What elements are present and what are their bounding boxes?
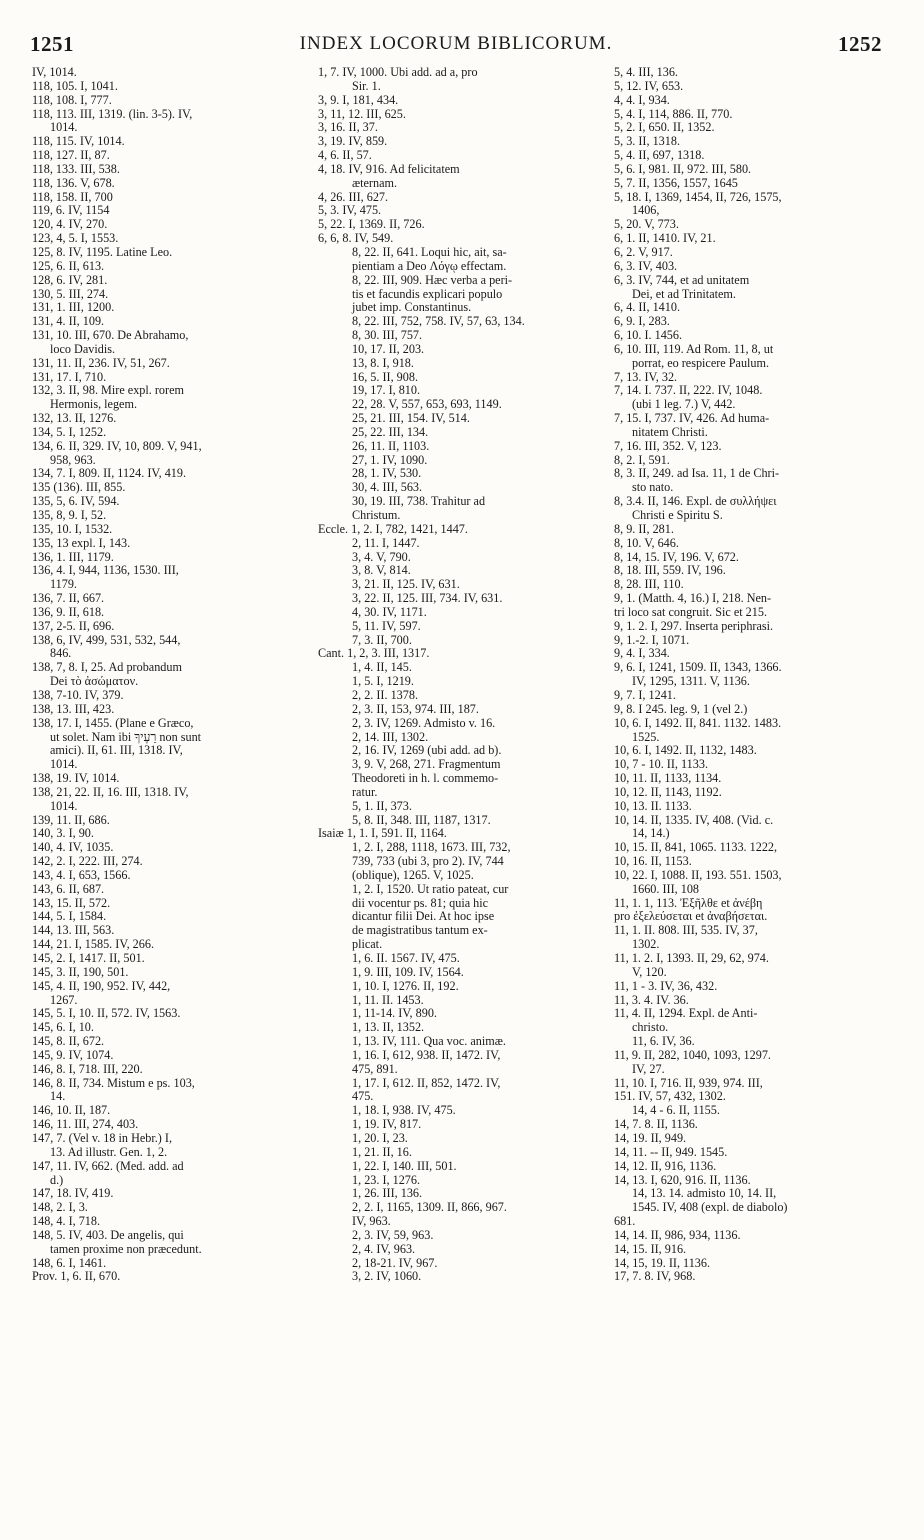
index-entry: 145, 6. I, 10. — [32, 1021, 94, 1035]
index-entry: 2, 3. IV, 1269. Admisto v. 16. — [352, 716, 496, 730]
index-entry: 14, 15, 19. II, 1136. — [614, 1256, 711, 1270]
index-entry: 8, 14, 15. IV, 196. V, 672. — [614, 550, 739, 564]
index-entry: 5, 2. I, 650. II, 1352. — [614, 121, 715, 135]
index-entry: 1525. — [632, 730, 660, 744]
index-entry: 1, 9. III, 109. IV, 1564. — [352, 965, 464, 979]
index-entry: 3, 22. II, 125. III, 734. IV, 631. — [352, 592, 503, 606]
index-entry: tamen proxime non præcedunt. — [50, 1242, 202, 1256]
index-entry: 8, 18. III, 559. IV, 196. — [614, 564, 726, 578]
index-entry: 5, 1. II, 373. — [352, 799, 412, 813]
index-entry: 1, 17. I, 612. II, 852, 1472. IV, — [352, 1076, 501, 1090]
index-entry: 118, 115. IV, 1014. — [32, 135, 125, 149]
index-entry: 5, 4. II, 697, 1318. — [614, 149, 705, 163]
index-entry: 146, 8. II, 734. Mistum e ps. 103, — [32, 1076, 195, 1090]
index-entry: 148, 4. I, 718. — [32, 1215, 101, 1229]
index-entry: 4, 18. IV, 916. Ad felicitatem — [318, 162, 460, 176]
index-entry: 5, 3. IV, 475. — [318, 204, 382, 218]
index-entry: 125, 6. II, 613. — [32, 259, 105, 273]
index-entry: 5, 11. IV, 597. — [352, 619, 421, 633]
index-entry: 10, 6. I, 1492. II, 841. 1132. 1483. — [614, 716, 782, 730]
index-entry: 3, 21. II, 125. IV, 631. — [352, 578, 460, 592]
index-entry: 145, 3. II, 190, 501. — [32, 965, 129, 979]
index-entry: 10, 6. I, 1492. II, 1132, 1483. — [614, 744, 757, 758]
index-entry: 1, 16. I, 612, 938. II, 1472. IV, — [352, 1048, 501, 1062]
index-entry: 148, 5. IV, 403. De angelis, qui — [32, 1228, 184, 1242]
index-entry: 11, 1. 1, 113. Ἐξῆλθε et ἀνέβη — [614, 896, 763, 910]
index-entry: 14, 13. 14. admisto 10, 14. II, — [632, 1187, 777, 1201]
index-entry: 134, 5. I, 1252. — [32, 425, 107, 439]
index-entry: 138, 19. IV, 1014. — [32, 772, 120, 786]
index-entry: dicantur filii Dei. At hoc ipse — [352, 910, 495, 924]
index-entry: 5, 18. I, 1369, 1454, II, 726, 1575, — [614, 190, 782, 204]
index-entry: 9, 6. I, 1241, 1509. II, 1343, 1366. — [614, 661, 782, 675]
index-entry: 130, 5. III, 274. — [32, 287, 109, 301]
index-entry: 6, 4. II, 1410. — [614, 301, 681, 315]
index-entry: 739, 733 (ubi 3, pro 2). IV, 744 — [352, 855, 504, 869]
index-entry: 1, 10. I, 1276. II, 192. — [352, 979, 459, 993]
index-entry: 10, 22. I, 1088. II, 193. 551. 1503, — [614, 868, 782, 882]
index-entry: 28, 1. IV, 530. — [352, 467, 422, 481]
index-entry: 2, 14. III, 1302. — [352, 730, 429, 744]
index-entry: 119, 6. IV, 1154 — [32, 204, 110, 218]
index-entry: 14, 12. II, 916, 1136. — [614, 1159, 717, 1173]
index-entry: 138, 21, 22. II, 16. III, 1318. IV, — [32, 785, 189, 799]
index-column-3 — [614, 66, 914, 1284]
index-entry: 8, 22. II, 641. Loqui hic, ait, sa- — [352, 245, 507, 259]
index-entry: 5, 4. III, 136. — [614, 66, 678, 79]
index-entry: 2, 2. II. 1378. — [352, 688, 419, 702]
index-entry: 8, 3.4. II, 146. Expl. de συλλήψει — [614, 495, 777, 509]
index-entry: 14, 14.) — [632, 827, 670, 841]
index-entry: 10, 11. II, 1133, 1134. — [614, 772, 722, 786]
index-entry: 3, 8. V, 814. — [352, 564, 411, 578]
index-entry: 2, 16. IV, 1269 (ubi add. ad b). — [352, 744, 502, 758]
index-entry: 138, 6, IV, 499, 531, 532, 544, — [32, 633, 181, 647]
index-entry: 11, 9. II, 282, 1040, 1093, 1297. — [614, 1048, 771, 1062]
index-entry: 1, 6. II. 1567. IV, 475. — [352, 952, 460, 965]
index-entry: 14, 4 - 6. II, 1155. — [632, 1104, 720, 1118]
index-entry: 132, 13. II, 1276. — [32, 412, 117, 426]
index-entry: 146, 8. I, 718. III, 220. — [32, 1062, 143, 1076]
index-entry: 135, 13 expl. I, 143. — [32, 536, 131, 550]
index-entry: 958, 963. — [50, 453, 96, 467]
index-entry: 1, 13. IV, 111. Qua voc. animæ. — [352, 1035, 506, 1049]
index-entry: 1014. — [50, 758, 78, 772]
index-entry: 22, 28. V, 557, 653, 693, 1149. — [352, 398, 502, 412]
index-entry: 9, 1.-2. I, 1071. — [614, 633, 690, 647]
index-entry: Isaiæ 1, 1. I, 591. II, 1164. — [318, 827, 447, 841]
index-entry: Hermonis, legem. — [50, 398, 137, 412]
index-entry: 1, 23. I, 1276. — [352, 1173, 421, 1187]
index-entry: (oblique), 1265. V, 1025. — [352, 868, 474, 882]
index-entry: 10, 14. II, 1335. IV, 408. (Vid. c. — [614, 813, 774, 827]
index-entry: 1302. — [632, 938, 660, 952]
index-entry: IV, 1295, 1311. V, 1136. — [632, 675, 750, 689]
index-entry: 5, 4. I, 114, 886. II, 770. — [614, 107, 733, 121]
index-entry: æternam. — [352, 176, 398, 190]
right-page-number: 1252 — [838, 32, 882, 56]
index-entry: dii vocentur ps. 81; quia hic — [352, 896, 489, 910]
index-entry: (ubi 1 leg. 7.) V, 442. — [632, 398, 736, 412]
index-entry: 147, 7. (Vel v. 18 in Hebr.) I, — [32, 1131, 173, 1145]
index-entry: 2, 18-21. IV, 967. — [352, 1256, 438, 1270]
index-entry: 8, 2. I, 591. — [614, 453, 670, 467]
index-entry: 3, 9. I, 181, 434. — [318, 93, 399, 107]
index-entry: pro ἐξελεύσεται et ἀναβήσεται. — [614, 910, 768, 924]
index-column-1 — [32, 66, 332, 1284]
index-entry: 135 (136). III, 855. — [32, 481, 126, 495]
index-entry: 10, 17. II, 203. — [352, 342, 425, 356]
index-entry: 145, 5. I, 10. II, 572. IV, 1563. — [32, 1007, 181, 1021]
index-entry: 138, 17. I, 1455. (Plane e Græco, — [32, 716, 194, 730]
index-entry: 148, 2. I, 3. — [32, 1201, 88, 1215]
index-entry: 136, 7. II, 667. — [32, 592, 105, 606]
index-entry: 3, 19. IV, 859. — [318, 135, 388, 149]
index-entry: 4, 6. II, 57. — [318, 149, 372, 163]
index-entry: 145, 2. I, 1417. II, 501. — [32, 952, 145, 965]
index-entry: 145, 9. IV, 1074. — [32, 1048, 114, 1062]
index-entry: 8, 28. III, 110. — [614, 578, 684, 592]
index-entry: 118, 158. II, 700 — [32, 190, 113, 204]
index-entry: 118, 136. V, 678. — [32, 176, 115, 190]
index-entry: 1014. — [50, 121, 78, 135]
index-entry: 1, 26. III, 136. — [352, 1187, 423, 1201]
index-entry: tri loco sat congruit. Sic et 215. — [614, 605, 767, 619]
index-entry: 5, 8. II, 348. III, 1187, 1317. — [352, 813, 491, 827]
index-entry: 5, 20. V, 773. — [614, 218, 679, 232]
index-entry: 2, 3. II, 153, 974. III, 187. — [352, 702, 479, 716]
index-entry: 136, 4. I, 944, 1136, 1530. III, — [32, 564, 179, 578]
index-entry: 6, 9. I, 283. — [614, 315, 670, 329]
index-entry: 11, 1. II. 808. III, 535. IV, 37, — [614, 924, 758, 938]
index-entry: 8, 9. II, 281. — [614, 522, 674, 536]
index-entry: 125, 8. IV, 1195. Latine Leo. — [32, 245, 173, 259]
index-entry: 1179. — [50, 578, 77, 592]
index-entry: 120, 4. IV, 270. — [32, 218, 108, 232]
index-entry: 144, 13. III, 563. — [32, 924, 115, 938]
index-entry: Theodoreti in h. l. commemo- — [352, 772, 499, 786]
index-entry: 27, 1. IV, 1090. — [352, 453, 428, 467]
index-entry: 144, 21. I, 1585. IV, 266. — [32, 938, 154, 952]
index-entry: 132, 3. II, 98. Mire expl. rorem — [32, 384, 184, 398]
index-entry: 11, 6. IV, 36. — [632, 1035, 695, 1049]
index-entry: ut solet. Nam ibi רֵעֶיךָ non sunt — [50, 730, 202, 744]
index-entry: pientiam a Deo Λόγῳ effectam. — [352, 259, 507, 273]
index-entry: 7, 15. I, 737. IV, 426. Ad huma- — [614, 412, 770, 426]
index-entry: 30, 4. III, 563. — [352, 481, 423, 495]
index-entry: sto nato. — [632, 481, 674, 495]
index-entry: 128, 6. IV, 281. — [32, 273, 108, 287]
index-entry: 14, 13. I, 620, 916. II, 1136. — [614, 1173, 751, 1187]
index-entry: 123, 4, 5. I, 1553. — [32, 232, 119, 246]
left-page-number: 1251 — [30, 32, 74, 56]
index-entry: 1267. — [50, 993, 78, 1007]
index-entry: nitatem Christi. — [632, 425, 708, 439]
index-entry: 139, 11. II, 686. — [32, 813, 110, 827]
index-entry: 2, 11. I, 1447. — [352, 536, 420, 550]
index-entry: 143, 6. II, 687. — [32, 882, 105, 896]
index-entry: 147, 18. IV, 419. — [32, 1187, 114, 1201]
index-entry: 1406, — [632, 204, 660, 218]
index-entry: 1, 2. I, 1520. Ut ratio pateat, cur — [352, 882, 509, 896]
index-entry: 14, 19. II, 949. — [614, 1131, 687, 1145]
index-entry: 7, 14. I. 737. II, 222. IV, 1048. — [614, 384, 763, 398]
index-entry: 14, 7. 8. II, 1136. — [614, 1118, 698, 1132]
index-entry: porrat, eo respicere Paulum. — [632, 356, 770, 370]
index-entry: 146, 11. III, 274, 403. — [32, 1118, 139, 1132]
index-entry: Sir. 1. — [352, 79, 381, 93]
index-entry: 11, 1 - 3. IV, 36, 432. — [614, 979, 718, 993]
index-entry: 1, 2. I, 288, 1118, 1673. III, 732, — [352, 841, 511, 855]
page-title: INDEX LOCORUM BIBLICORUM. — [299, 33, 613, 54]
index-entry: 7, 3. II, 700. — [352, 633, 412, 647]
index-entry: 5, 7. II, 1356, 1557, 1645 — [614, 176, 738, 190]
index-entry: 6, 1. II, 1410. IV, 21. — [614, 232, 716, 246]
index-entry: 5, 22. I, 1369. II, 726. — [318, 218, 425, 232]
index-entry: 143, 4. I, 653, 1566. — [32, 868, 131, 882]
index-entry: 9, 1. (Matth. 4, 16.) I, 218. Nen- — [614, 592, 772, 606]
index-entry: 3, 11, 12. III, 625. — [318, 107, 406, 121]
index-entry: 2, 3. IV, 59, 963. — [352, 1228, 434, 1242]
index-entry: 8, 30. III, 757. — [352, 329, 423, 343]
index-entry: jubet imp. Constantinus. — [352, 301, 472, 315]
index-entry: 131, 11. II, 236. IV, 51, 267. — [32, 356, 170, 370]
index-entry: 1, 19. IV, 817. — [352, 1118, 422, 1132]
index-entry: 142, 2. I, 222. III, 274. — [32, 855, 143, 869]
index-column-2 — [318, 66, 638, 1284]
index-entry: 118, 127. II, 87. — [32, 149, 110, 163]
index-entry: 1, 11. II. 1453. — [352, 993, 424, 1007]
page-header — [30, 30, 882, 64]
index-entry: 475, 891. — [352, 1062, 398, 1076]
index-entry: 5, 6. I, 981. II, 972. III, 580. — [614, 162, 752, 176]
index-entry: 2, 2. I, 1165, 1309. II, 866, 967. — [352, 1201, 507, 1215]
index-entry: 1545. IV, 408 (expl. de diabolo) — [632, 1201, 788, 1215]
index-entry: 136, 1. III, 1179. — [32, 550, 114, 564]
index-entry: 3, 4. V, 790. — [352, 550, 411, 564]
index-entry: 6, 6, 8. IV, 549. — [318, 232, 394, 246]
index-entry: amici). II, 61. III, 1318. IV, — [50, 744, 183, 758]
index-entry: 10, 13. II. 1133. — [614, 799, 692, 813]
index-entry: 25, 22. III, 134. — [352, 425, 429, 439]
index-entry: 25, 21. III, 154. IV, 514. — [352, 412, 470, 426]
index-entry: 143, 15. II, 572. — [32, 896, 111, 910]
index-entry: 10, 15. II, 841, 1065. 1133. 1222, — [614, 841, 778, 855]
index-entry: 145, 8. II, 672. — [32, 1035, 105, 1049]
index-entry: 131, 4. II, 109. — [32, 315, 105, 329]
index-entry: 6, 3. IV, 403. — [614, 259, 678, 273]
index-entry: Prov. 1, 6. II, 670. — [32, 1270, 121, 1284]
index-entry: 118, 105. I, 1041. — [32, 79, 118, 93]
index-entry: loco Davidis. — [50, 342, 115, 356]
index-entry: 3, 16. II, 37. — [318, 121, 378, 135]
index-entry: 14, 15. II, 916. — [614, 1242, 687, 1256]
index-entry: 3, 2. IV, 1060. — [352, 1270, 422, 1284]
index-entry: 134, 6. II, 329. IV, 10, 809. V, 941, — [32, 439, 202, 453]
index-entry: 14, 11. -- II, 949. 1545. — [614, 1145, 728, 1159]
index-entry: 13. Ad illustr. Gen. 1, 2. — [50, 1145, 168, 1159]
index-entry: 11, 1. 2. I, 1393. II, 29, 62, 974. — [614, 952, 769, 965]
index-entry: 9, 7. I, 1241. — [614, 688, 676, 702]
index-entry: 137, 2-5. II, 696. — [32, 619, 115, 633]
index-entry: IV, 1014. — [32, 66, 77, 79]
index-entry: 8, 22. III, 909. Hæc verba a peri- — [352, 273, 513, 287]
index-entry: 16, 5. II, 908. — [352, 370, 419, 384]
index-entry: tis et facundis explicari populo — [352, 287, 503, 301]
index-entry: 135, 10. I, 1532. — [32, 522, 113, 536]
index-entry: 6, 3. IV, 744, et ad unitatem — [614, 273, 750, 287]
index-entry: 5, 3. II, 1318. — [614, 135, 681, 149]
index-entry: 135, 8, 9. I, 52. — [32, 509, 107, 522]
index-entry: 2, 4. IV, 963. — [352, 1242, 416, 1256]
index-entry: 151. IV, 57, 432, 1302. — [614, 1090, 726, 1104]
index-entry: 7, 13. IV, 32. — [614, 370, 678, 384]
index-entry: 138, 7-10. IV, 379. — [32, 688, 124, 702]
index-entry: IV, 963. — [352, 1215, 391, 1229]
index-entry: IV, 27. — [632, 1062, 665, 1076]
index-entry: 1, 13. II, 1352. — [352, 1021, 425, 1035]
index-entry: 147, 11. IV, 662. (Med. add. ad — [32, 1159, 184, 1173]
index-entry: 1, 20. I, 23. — [352, 1131, 408, 1145]
index-entry: d.) — [50, 1173, 64, 1187]
index-entry: 1014. — [50, 799, 78, 813]
index-entry: 8, 22. III, 752, 758. IV, 57, 63, 134. — [352, 315, 525, 329]
index-entry: 131, 1. III, 1200. — [32, 301, 115, 315]
index-entry: 1, 5. I, 1219. — [352, 675, 414, 689]
index-entry: 26, 11. II, 1103. — [352, 439, 430, 453]
index-entry: christo. — [632, 1021, 669, 1035]
index-entry: 19, 17. I, 810. — [352, 384, 421, 398]
index-entry: 11, 3. 4. IV. 36. — [614, 993, 689, 1007]
index-entry: 10, 12. II, 1143, 1192. — [614, 785, 722, 799]
index-entry: 131, 17. I, 710. — [32, 370, 107, 384]
index-entry: 17, 7. 8. IV, 968. — [614, 1270, 696, 1284]
index-entry: Christum. — [352, 509, 401, 522]
index-entry: 8, 10. V, 646. — [614, 536, 679, 550]
index-entry: 11, 4. II, 1294. Expl. de Anti- — [614, 1007, 758, 1021]
index-entry: 846. — [50, 647, 72, 661]
index-entry: 30, 19. III, 738. Trahitur ad — [352, 495, 486, 509]
index-entry: 118, 108. I, 777. — [32, 93, 112, 107]
index-entry: plicat. — [352, 938, 383, 952]
index-entry: 146, 10. II, 187. — [32, 1104, 111, 1118]
index-entry: de magistratibus tantum ex- — [352, 924, 488, 938]
index-entry: 1, 11-14. IV, 890. — [352, 1007, 437, 1021]
index-entry: 1, 18. I, 938. IV, 475. — [352, 1104, 456, 1118]
index-entry: Dei τὸ ἀσώματον. — [50, 675, 139, 689]
index-entry: 14, 14. II, 986, 934, 1136. — [614, 1228, 741, 1242]
index-entry: 1, 22. I, 140. III, 501. — [352, 1159, 457, 1173]
index-entry: 6, 10. I. 1456. — [614, 329, 683, 343]
index-entry: V, 120. — [632, 965, 667, 979]
index-entry: 1, 4. II, 145. — [352, 661, 412, 675]
index-entry: 3, 9. V, 268, 271. Fragmentum — [352, 758, 501, 772]
index-entry: 6, 10. III, 119. Ad Rom. 11, 8, ut — [614, 342, 774, 356]
index-entry: 134, 7. I, 809. II, 1124. IV, 419. — [32, 467, 187, 481]
index-entry: 9, 1. 2. I, 297. Inserta periphrasi. — [614, 619, 774, 633]
index-entry: 9, 4. I, 334. — [614, 647, 670, 661]
index-entry: 118, 113. III, 1319. (lin. 3-5). IV, — [32, 107, 193, 121]
index-entry: 140, 4. IV, 1035. — [32, 841, 114, 855]
index-entry: 9, 8. I 245. leg. 9, 1 (vel 2.) — [614, 702, 748, 716]
index-entry: 1660. III, 108 — [632, 882, 700, 896]
index-entry: 138, 7, 8. I, 25. Ad probandum — [32, 661, 182, 675]
index-entry: 11, 10. I, 716. II, 939, 974. III, — [614, 1076, 763, 1090]
index-entry: 131, 10. III, 670. De Abrahamo, — [32, 329, 189, 343]
index-entry: 475. — [352, 1090, 374, 1104]
index-entry: 10, 16. II, 1153. — [614, 855, 692, 869]
index-entry: 4, 4. I, 934. — [614, 93, 670, 107]
index-entry: 14. — [50, 1090, 66, 1104]
index-entry: 10, 7 - 10. II, 1133. — [614, 758, 708, 772]
index-entry: 145, 4. II, 190, 952. IV, 442, — [32, 979, 171, 993]
index-entry: 681. — [614, 1215, 636, 1229]
index-entry: 138, 13. III, 423. — [32, 702, 115, 716]
index-entry: 6, 2. V, 917. — [614, 245, 673, 259]
index-entry: 1, 7. IV, 1000. Ubi add. ad a, pro — [318, 66, 478, 79]
index-entry: Eccle. 1, 2. I, 782, 1421, 1447. — [318, 522, 468, 536]
index-entry: 118, 133. III, 538. — [32, 162, 120, 176]
index-entry: 148, 6. I, 1461. — [32, 1256, 107, 1270]
index-entry: ratur. — [352, 785, 378, 799]
index-entry: Christi e Spiritu S. — [632, 509, 723, 522]
index-entry: 5, 12. IV, 653. — [614, 79, 684, 93]
index-entry: Cant. 1, 2, 3. III, 1317. — [318, 647, 430, 661]
index-entry: 144, 5. I, 1584. — [32, 910, 107, 924]
index-entry: 1, 21. II, 16. — [352, 1145, 412, 1159]
index-entry: Dei, et ad Trinitatem. — [632, 287, 736, 301]
index-entry: 8, 3. II, 249. ad Isa. 11, 1 de Chri- — [614, 467, 780, 481]
index-entry: 135, 5, 6. IV, 594. — [32, 495, 120, 509]
index-entry: 7, 16. III, 352. V, 123. — [614, 439, 722, 453]
index-entry: 140, 3. I, 90. — [32, 827, 94, 841]
index-entry: 13, 8. I, 918. — [352, 356, 414, 370]
index-entry: 4, 30. IV, 1171. — [352, 605, 427, 619]
index-entry: 136, 9. II, 618. — [32, 605, 105, 619]
index-entry: 4, 26. III, 627. — [318, 190, 389, 204]
